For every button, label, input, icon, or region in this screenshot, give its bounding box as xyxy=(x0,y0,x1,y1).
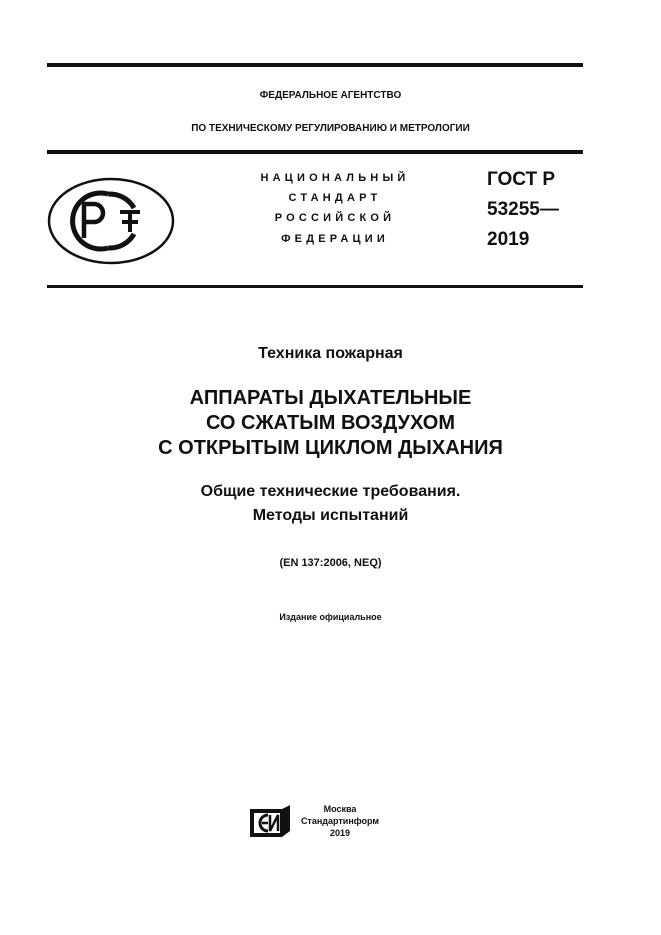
publisher-city: Москва xyxy=(323,804,357,814)
national-standard-line: ФЕДЕРАЦИИ xyxy=(281,233,389,245)
agency-line-1: ФЕДЕРАЛЬНОЕ АГЕНТСТВО xyxy=(259,90,402,101)
agency-line-2: ПО ТЕХНИЧЕСКОМУ РЕГУЛИРОВАНИЮ И МЕТРОЛОГИИ xyxy=(191,123,470,134)
edition-note: Издание официальное xyxy=(279,612,382,622)
standard-rule xyxy=(47,285,583,288)
publisher-year: 2019 xyxy=(329,828,351,838)
rst-logo-icon xyxy=(46,176,176,266)
document-title-line: АППАРАТЫ ДЫХАТЕЛЬНЫЕ xyxy=(189,387,472,409)
document-subtitle-line: Методы испытаний xyxy=(252,507,409,524)
standartinform-logo-icon xyxy=(248,803,292,839)
gost-year: 2019 xyxy=(487,229,530,250)
national-standard-line: СТАНДАРТ xyxy=(288,192,382,204)
national-standard-line: РОССИЙСКОЙ xyxy=(274,212,396,224)
reference-standard: (EN 137:2006, NEQ) xyxy=(279,557,382,569)
gost-number: 53255— xyxy=(487,199,559,220)
document-subtitle-line: Общие технические требования. xyxy=(200,483,461,500)
document-category: Техника пожарная xyxy=(258,345,403,362)
top-rule xyxy=(47,63,583,67)
publisher-name: Стандартинформ xyxy=(300,816,380,826)
document-title-line: СО СЖАТЫМ ВОЗДУХОМ xyxy=(205,412,456,434)
gost-designation: ГОСТ Р xyxy=(487,169,556,190)
document-title-line: С ОТКРЫТЫМ ЦИКЛОМ ДЫХАНИЯ xyxy=(158,437,503,459)
national-standard-line: НАЦИОНАЛЬНЫЙ xyxy=(260,172,410,184)
header-rule xyxy=(47,150,583,154)
